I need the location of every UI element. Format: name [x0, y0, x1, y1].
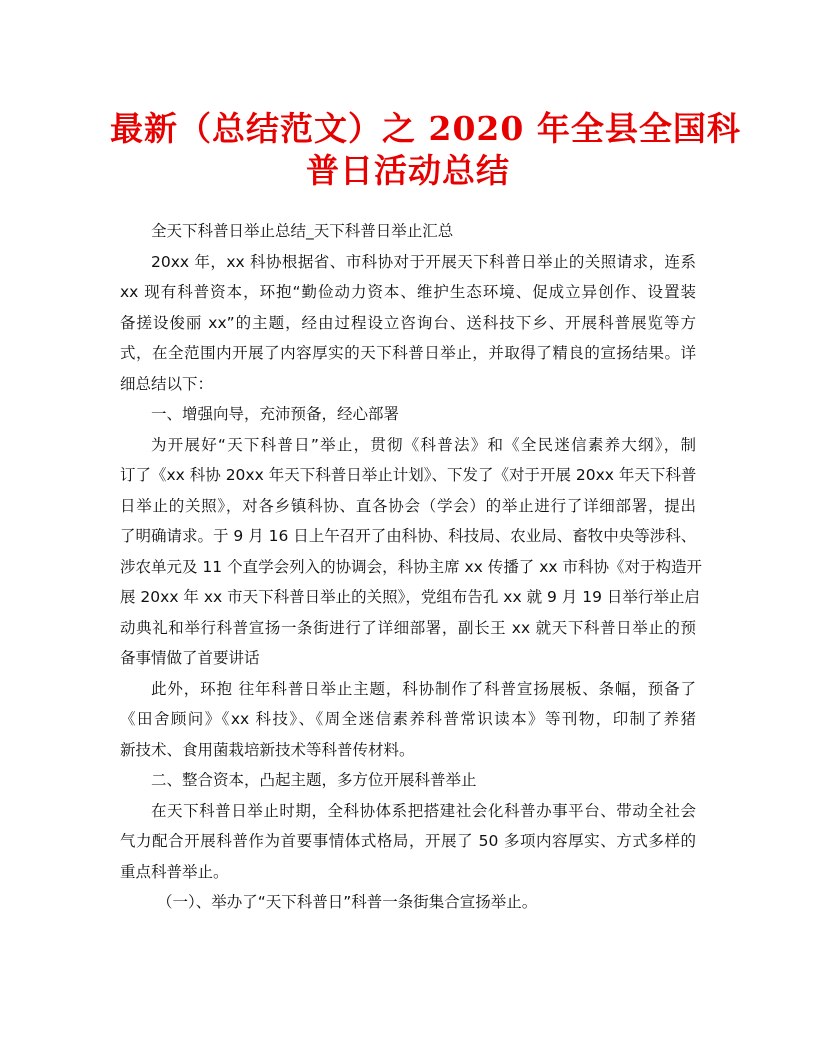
paragraph-line: xx 现有科普资本，环抱“勤俭动力资本、维护生态环境、促成立异创作、设置装: [120, 283, 696, 301]
document-body: [120, 216, 702, 918]
paragraph-line: 式，在全范围内开展了内容厚实的天下科普日举止，并取得了精良的宣扬结果。详: [120, 344, 696, 362]
subtitle-line: 全天下科普日举止总结_天下科普日举止汇总: [151, 222, 454, 240]
subsection-heading: （一）、举办了“天下科普日”科普一条街集合宣扬举止。: [157, 893, 538, 911]
paragraph-line: 20xx 年，xx 科协根据省、市科协对于开展天下科普日举止的关照请求，连系: [151, 252, 696, 271]
paragraph-line: 备事情做了首要讲话: [120, 649, 260, 667]
paragraph-line: 订了《xx 科协 20xx 年天下科普日举止计划》、下发了《对于开展 20xx 年天下科普: [120, 466, 697, 484]
paragraph-line: 涉农单元及 11 个直学会列入的协调会，科协主席 xx 传播了 xx 市科协《对于构造开: [120, 557, 702, 576]
document-title-line-1: 最新（总结范文）之 2020 年全县全国科: [110, 109, 741, 148]
paragraph-line: 展 20xx 年 xx 市天下科普日举止的关照》，党组布告孔 xx 就 9 月 19 日举行举止启: [120, 588, 700, 606]
paragraph-line: 《田舍顾问》《xx 科技》、《周全迷信素养科普常识读本》等刊物，印制了养猪: [120, 710, 696, 728]
paragraph-line: 气力配合开展科普作为首要事情体式格局，开展了 50 多项内容厚实、方式多样的: [120, 832, 696, 850]
paragraph-line: 新技术、食用菌栽培新技术等科普传材料。: [120, 740, 415, 759]
paragraph-line: 为开展好“天下科普日”举止，贯彻《科普法》和《全民迷信素养大纲》，制: [151, 435, 696, 454]
paragraph-line: 备搓设俊丽 xx”的主题，经由过程设立咨询台、送科技下乡、开展科普展览等方: [120, 313, 696, 332]
paragraph-line: 动典礼和举行科普宣扬一条街进行了详细部署，副长王 xx 就天下科普日举止的预: [120, 618, 696, 637]
paragraph-line: 在天下科普日举止时期，全科协体系把搭建社会化科普办事平台、带动全社会: [151, 801, 696, 820]
paragraph-line: 了明确请求。于 9 月 16 日上午召开了由科协、科技局、农业局、畜牧中央等涉科、: [120, 527, 697, 545]
paragraph-line: 日举止的关照》，对各乡镇科协、直各协会（学会）的举止进行了详细部署，提出: [120, 496, 696, 515]
paragraph-line: 细总结以下：: [120, 374, 214, 393]
section-heading: 一、增强向导，充沛预备，经心部署: [151, 405, 400, 423]
paragraph-line: 重点科普举止。: [120, 862, 229, 881]
document-title-line-2: 普日活动总结: [306, 151, 510, 190]
paragraph-line: 此外，环抱 往年科普日举止主题，科协制作了科普宣扬展板、条幅，预备了: [151, 679, 696, 698]
section-heading: 二、整合资本，凸起主题，多方位开展科普举止: [151, 771, 477, 789]
